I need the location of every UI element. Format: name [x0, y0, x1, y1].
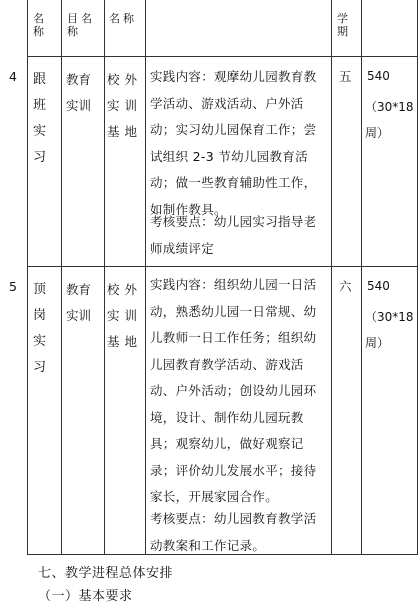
table-border — [104, 0, 105, 555]
course-content: 实践内容：观摩幼儿园教育教学活动、游戏活动、户外活动；实习幼儿园保育工作；尝试组织 2-3 节幼儿园教育活动；做一些教育辅助性工作，如制作教具。 — [150, 69, 317, 217]
course-place: 校外实训基地 — [107, 282, 143, 349]
section-title: 七、教学进程总体安排 — [38, 566, 174, 581]
course-name: 顶岗实习 — [33, 282, 47, 375]
table-border — [331, 0, 332, 555]
course-category: 教育实训 — [66, 282, 92, 323]
header-category: 名称 — [109, 12, 137, 25]
table-border — [361, 0, 362, 555]
row-number: 4 — [9, 69, 17, 84]
course-weeks: （30*18周） — [365, 310, 414, 350]
subsection-title: （一）基本要求 — [38, 589, 133, 604]
table-border — [27, 0, 28, 555]
course-term: 六 — [339, 279, 352, 294]
course-hours: 540 — [367, 69, 390, 83]
header-item: 目名称 — [67, 12, 95, 38]
table-border — [27, 56, 418, 57]
course-weeks: （30*18周） — [365, 100, 414, 140]
course-place: 校外实训基地 — [107, 72, 143, 139]
header-name: 名称 — [33, 12, 47, 38]
course-term: 五 — [339, 69, 352, 84]
course-assessment: 考核要点：幼儿园教育教学活动教案和工作记录。 — [150, 511, 317, 553]
table-border — [61, 0, 62, 555]
table-border — [27, 266, 418, 267]
header-term: 学期 — [337, 12, 351, 38]
table-border — [145, 0, 146, 555]
course-hours: 540 — [367, 279, 390, 293]
course-assessment: 考核要点：幼儿园实习指导老师成绩评定 — [150, 214, 317, 256]
course-category: 教育实训 — [66, 72, 92, 113]
course-name: 跟班实习 — [33, 72, 47, 165]
row-number: 5 — [9, 279, 17, 294]
course-content: 实践内容：组织幼儿园一日活动，熟悉幼儿园一日常规、幼儿教师一日工作任务；组织幼儿园教育教学活动、游戏活动、户外活动；创设幼儿园环境，设计、制作幼儿园玩教具；观察幼儿，做好观察记录；评价幼儿发展水平；接待家长，开展家园合作。 — [150, 277, 317, 504]
